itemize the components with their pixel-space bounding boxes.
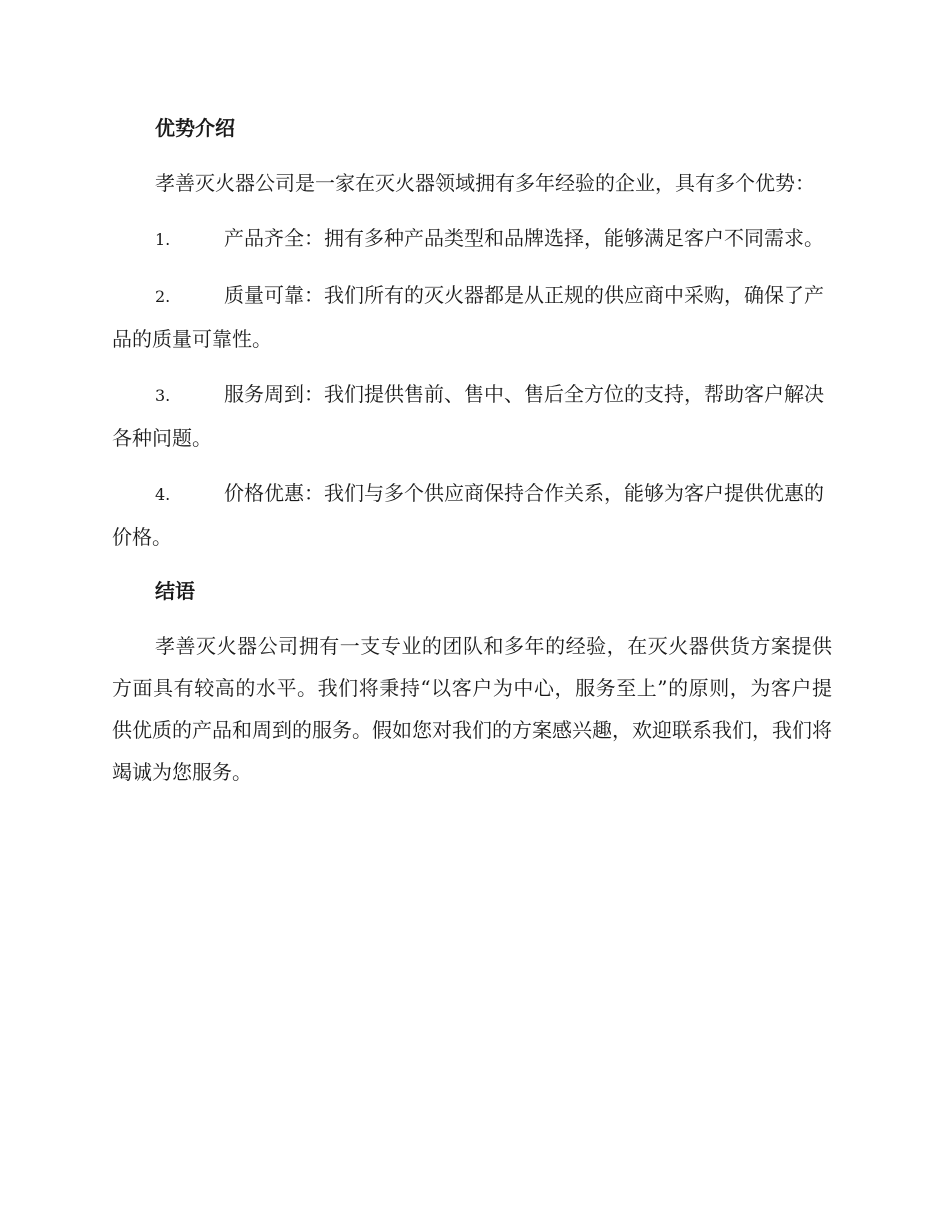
list-item-text: 价格优惠：我们与多个供应商保持合作关系，能够为客户提供优惠的价格。 xyxy=(112,481,824,549)
list-item xyxy=(112,472,832,558)
list-item-number: 3. xyxy=(155,386,171,405)
list-item-number: 4. xyxy=(155,485,171,504)
list-item xyxy=(112,373,832,459)
list-item-text: 服务周到：我们提供售前、售中、售后全方位的支持，帮助客户解决各种问题。 xyxy=(112,382,824,450)
document-page xyxy=(112,108,832,806)
list-item-number: 2. xyxy=(155,287,171,306)
list-item-text: 质量可靠：我们所有的灭火器都是从正规的供应商中采购，确保了产品的质量可靠性。 xyxy=(112,283,824,351)
advantages-intro-paragraph: 孝善灭火器公司是一家在灭火器领域拥有多年经验的企业，具有多个优势： xyxy=(155,171,815,195)
list-item-number: 1. xyxy=(155,230,171,249)
list-item-text: 产品齐全：拥有多种产品类型和品牌选择，能够满足客户不同需求。 xyxy=(224,226,824,250)
list-item xyxy=(112,217,832,261)
section-heading-advantages: 优势介绍 xyxy=(155,116,235,140)
list-item xyxy=(112,274,832,360)
section-heading-conclusion: 结语 xyxy=(155,579,195,603)
conclusion-paragraph: 孝善灭火器公司拥有一支专业的团队和多年的经验，在灭火器供货方案提供方面具有较高的水平。我们将秉持“以客户为中心，服务至上”的原则，为客户提供优质的产品和周到的服务。假如您对我们的方案感兴趣，欢迎联系我们，我们将竭诚为您服务。 xyxy=(112,634,832,784)
